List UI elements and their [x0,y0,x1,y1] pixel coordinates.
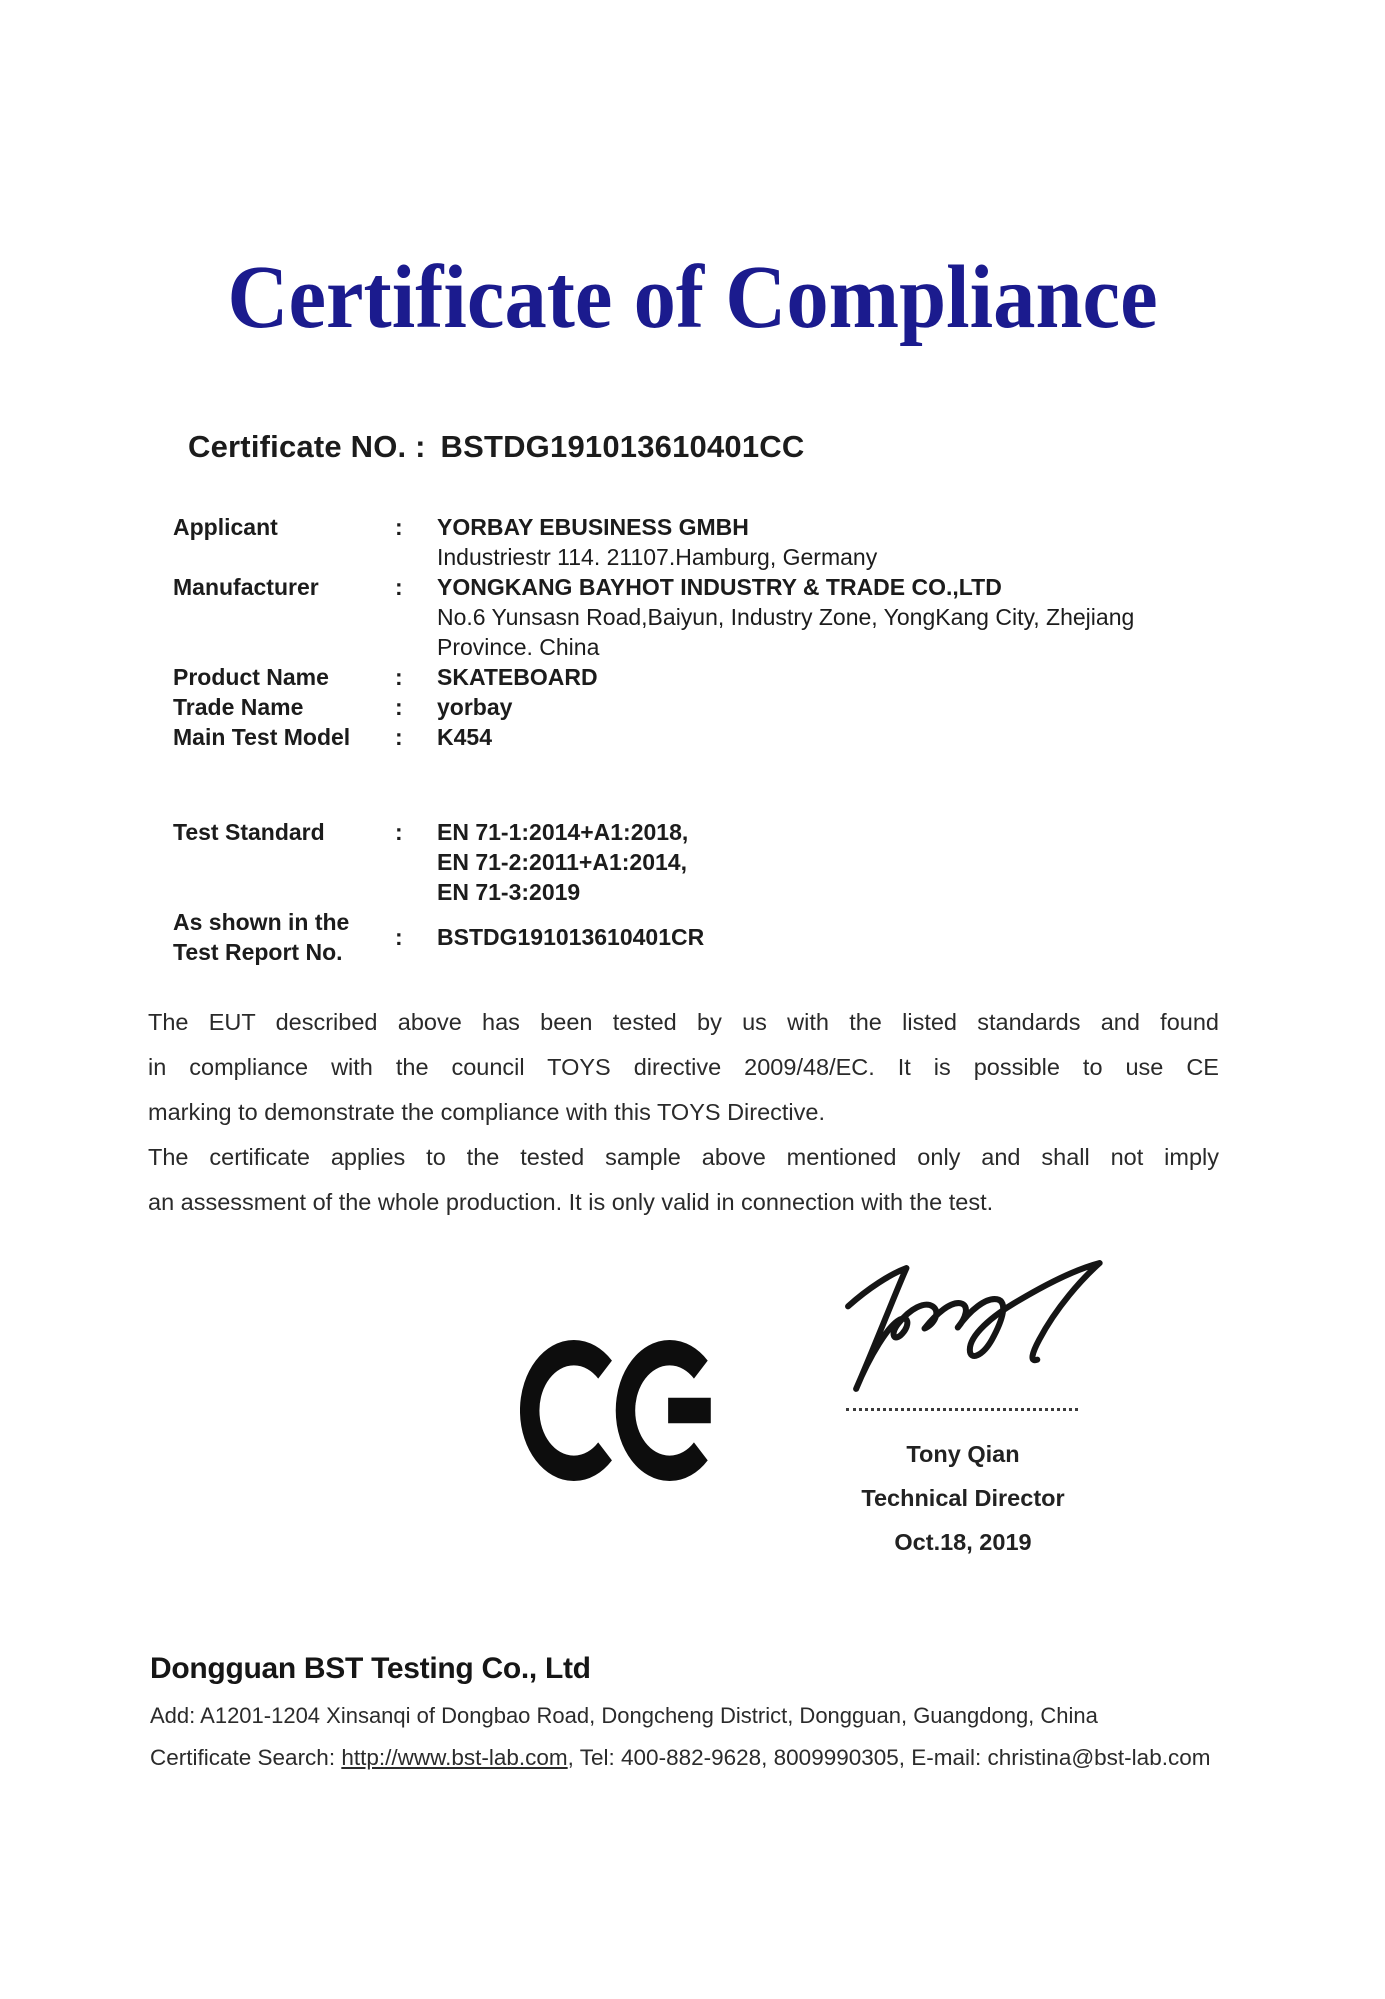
signer-name: Tony Qian [906,1441,1020,1467]
field-row-test-report [173,907,1219,967]
field-value-test-standard [437,817,1219,907]
field-value-applicant [437,512,1219,572]
certificate-statement [148,1000,1219,1225]
footer-search-line [150,1745,1210,1771]
field-row-main-test-model [173,722,1219,752]
field-colon: : [395,664,403,690]
footer-search-label: Certificate Search: [150,1745,342,1770]
product-name-value: SKATEBOARD [437,664,598,690]
footer-contact-info: , Tel: 400-882-9628, 8009990305, E-mail: christina@bst-lab.com [567,1745,1211,1770]
field-label-manufacturer: Manufacturer [173,574,319,600]
manufacturer-address-line2: Province. China [437,634,600,660]
field-label-test-report [173,907,395,967]
trade-name-value: yorbay [437,694,513,720]
applicant-name: YORBAY EBUSINESS GMBH [437,514,749,540]
field-colon: : [395,924,403,950]
signature-date: Oct.18, 2019 [894,1529,1032,1555]
body-line: in compliance with the council TOYS directive 2009/48/EC. It is possible to use CE [148,1054,1219,1080]
fields-spacer [173,752,1219,817]
applicant-address: Industriestr 114. 21107.Hamburg, Germany [437,544,878,570]
certificate-number-line [188,430,810,464]
body-line: marking to demonstrate the compliance with this TOYS Directive. [148,1099,826,1125]
certificate-fields [173,512,1219,967]
field-row-trade-name [173,692,1219,722]
test-report-value: BSTDG191013610401CR [437,924,705,950]
signer-title: Technical Director [861,1485,1065,1511]
field-row-manufacturer [173,572,1219,662]
field-row-applicant [173,512,1219,572]
handwritten-signature-icon [838,1256,1150,1404]
field-label-test-standard: Test Standard [173,819,325,845]
field-label-product-name: Product Name [173,664,329,690]
body-line: The EUT described above has been tested by us with the listed standards and found [148,1009,1219,1035]
field-colon: : [395,694,403,720]
certificate-number-label: Certificate NO. : [188,429,426,464]
footer-address: Add: A1201-1204 Xinsanqi of Dongbao Road, Dongcheng District, Dongguan, Guangdong, China [150,1703,1098,1728]
test-standard-line: EN 71-1:2014+A1:2018, [437,819,689,845]
manufacturer-name: YONGKANG BAYHOT INDUSTRY & TRADE CO.,LTD [437,574,1002,600]
body-line: an assessment of the whole production. It is only valid in connection with the test. [148,1189,994,1215]
signature-dotted-line [846,1392,1078,1411]
field-colon: : [395,819,403,845]
footer-url-link[interactable]: http://www.bst-lab.com [341,1745,568,1770]
test-report-label-line2: Test Report No. [173,939,343,965]
field-row-test-standard [173,817,1219,907]
field-colon: : [395,724,403,750]
field-colon: : [395,574,403,600]
certificate-number-value: BSTDG191013610401CC [440,429,805,464]
field-label-trade-name: Trade Name [173,694,304,720]
footer-company-name: Dongguan BST Testing Co., Ltd [150,1652,591,1685]
test-report-label-line1: As shown in the [173,909,350,935]
main-test-model-value: K454 [437,724,492,750]
certificate-title: Certificate of Compliance [227,248,1158,347]
field-colon: : [395,514,403,540]
body-line: The certificate applies to the tested sample above mentioned only and shall not imply [148,1144,1219,1170]
signature-block [812,1432,1114,1564]
test-standard-line: EN 71-3:2019 [437,879,581,905]
field-value-manufacturer [437,572,1219,662]
field-label-main-test-model: Main Test Model [173,724,351,750]
manufacturer-address-line1: No.6 Yunsasn Road,Baiyun, Industry Zone, YongKang City, Zhejiang [437,604,1135,630]
field-label-applicant: Applicant [173,514,278,540]
field-row-product-name [173,662,1219,692]
test-standard-line: EN 71-2:2011+A1:2014, [437,849,687,875]
ce-mark-icon [520,1337,722,1484]
